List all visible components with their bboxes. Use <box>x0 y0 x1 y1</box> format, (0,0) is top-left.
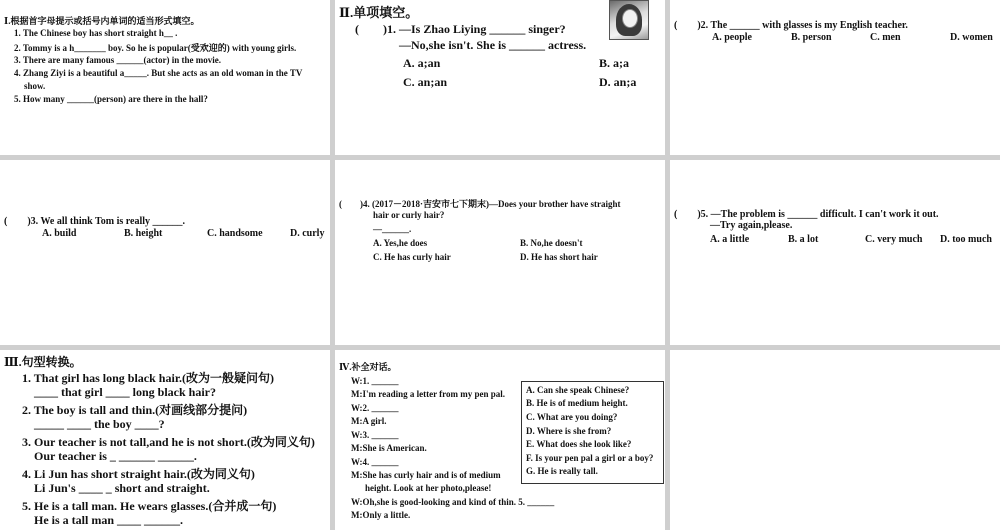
transform-line: 1. That girl has long black hair.(改为一般疑问句) <box>22 371 275 385</box>
dialog-line: W:4. ______ <box>351 457 399 467</box>
section-title: Ⅲ.句型转换。 <box>4 355 82 369</box>
option-d: D. He has short hair <box>520 252 598 262</box>
option-b: B. person <box>791 32 832 43</box>
option-c: C. He has curly hair <box>373 252 451 262</box>
question-item: 1. The Chinese boy has short straight h__ . <box>14 28 178 38</box>
choice-item: G. He is really tall. <box>526 466 598 476</box>
question-5: ( )5. —The problem is ______ difficult. I can't work it out. <box>674 209 939 220</box>
option-b: B. No,he doesn't <box>520 238 583 248</box>
transform-line: Li Jun's ____ _ short and straight. <box>34 481 210 495</box>
choice-item: A. Can she speak Chinese? <box>526 385 630 395</box>
transform-line: Our teacher is _ ______ ______. <box>34 449 197 463</box>
option-a: A. build <box>42 228 77 239</box>
option-a: A. Yes,he does <box>373 238 428 248</box>
option-b: B. height <box>124 228 163 239</box>
question-item: 5. How many ______(person) are there in the hall? <box>14 94 208 104</box>
choices-box <box>521 381 664 484</box>
panel-single-choice <box>335 0 665 155</box>
transform-line: He is a tall man ____ ______. <box>34 513 183 527</box>
panel-fill-blanks <box>0 0 330 155</box>
transform-line: ____ that girl ____ long black hair? <box>34 385 217 399</box>
question-4-line2: hair or curly hair? <box>373 210 445 220</box>
option-a: A. people <box>712 32 752 43</box>
dialog-line: M:She has curly hair and is of medium <box>351 470 501 480</box>
transform-line: 3. Our teacher is not tall,and he is not short.(改为同义句) <box>22 435 315 449</box>
option-a: A. a;an <box>403 56 441 70</box>
question-1-line2: —No,she isn't. She is ______ actress. <box>399 38 587 52</box>
panel-question-2 <box>670 0 1000 155</box>
transform-line: 5. He is a tall man. He wears glasses.(合并成一句) <box>22 499 277 513</box>
question-2: ( )2. The ______ with glasses is my English teacher. <box>674 20 908 31</box>
panel-dialog <box>335 350 665 530</box>
question-3: ( )3. We all think Tom is really ______. <box>4 216 186 227</box>
section-title: Ⅳ.补全对话。 <box>339 362 397 372</box>
option-d: D. curly <box>290 228 325 239</box>
option-a: A. a little <box>710 234 750 245</box>
option-d: D. too much <box>940 234 992 245</box>
actress-photo <box>609 0 649 40</box>
choice-item: E. What does she look like? <box>526 439 632 449</box>
question-4: ( )4. (2017－2018·吉安市七下期末)—Does your brother have straight <box>339 199 621 209</box>
option-c: C. men <box>870 32 901 43</box>
choice-item: F. Is your pen pal a girl or a boy? <box>526 453 654 463</box>
option-b: B. a;a <box>599 56 629 70</box>
option-c: C. very much <box>865 234 923 245</box>
question-item: 4. Zhang Ziyi is a beautiful a_____. But she acts as an old woman in the TV <box>14 68 303 78</box>
panel-blank <box>670 350 1000 530</box>
option-d: D. an;a <box>599 75 637 89</box>
question-4-line3: —______. <box>373 224 412 234</box>
question-5-line2: —Try again,please. <box>710 220 793 231</box>
dialog-line: M:Only a little. <box>351 510 411 520</box>
dialog-line: W:3. ______ <box>351 430 399 440</box>
dialog-line: W:1. ______ <box>351 376 399 386</box>
question-item: show. <box>24 81 46 91</box>
transform-line: 4. Li Jun has short straight hair.(改为同义句) <box>22 467 255 481</box>
dialog-line: M:A girl. <box>351 416 387 426</box>
face-shape <box>622 9 638 28</box>
section-title: Ⅱ.单项填空。 <box>339 5 419 20</box>
option-b: B. a lot <box>788 234 819 245</box>
transform-line: 2. The boy is tall and thin.(对画线部分提问) <box>22 403 248 417</box>
panel-question-4 <box>335 160 665 345</box>
choice-item: C. What are you doing? <box>526 412 618 422</box>
panel-sentence-transform <box>0 350 330 530</box>
dialog-line: W:2. ______ <box>351 403 399 413</box>
choice-item: B. He is of medium height. <box>526 398 628 408</box>
question-item: 3. There are many famous ______(actor) in the movie. <box>14 55 221 65</box>
section-title: Ⅰ.根据首字母提示或括号内单词的适当形式填空。 <box>4 16 200 26</box>
option-d: D. women <box>950 32 993 43</box>
dialog-line: height. Look at her photo,please! <box>365 483 492 493</box>
choice-item: D. Where is she from? <box>526 426 612 436</box>
option-c: C. handsome <box>207 228 263 239</box>
dialog-line: M:She is American. <box>351 443 427 453</box>
question-1: ( )1. —Is Zhao Liying ______ singer? <box>355 22 566 36</box>
option-c: C. an;an <box>403 75 448 89</box>
panel-question-3 <box>0 160 330 345</box>
panel-question-5 <box>670 160 1000 345</box>
question-item: 2. Tommy is a h_______ boy. So he is popular(受欢迎的) with young girls. <box>14 43 297 53</box>
transform-line: _____ ____ the boy ____? <box>34 417 165 431</box>
dialog-line: M:I'm reading a letter from my pen pal. <box>351 389 505 399</box>
dialog-line: W:Oh,she is good-looking and kind of thin. 5. ______ <box>351 497 555 507</box>
